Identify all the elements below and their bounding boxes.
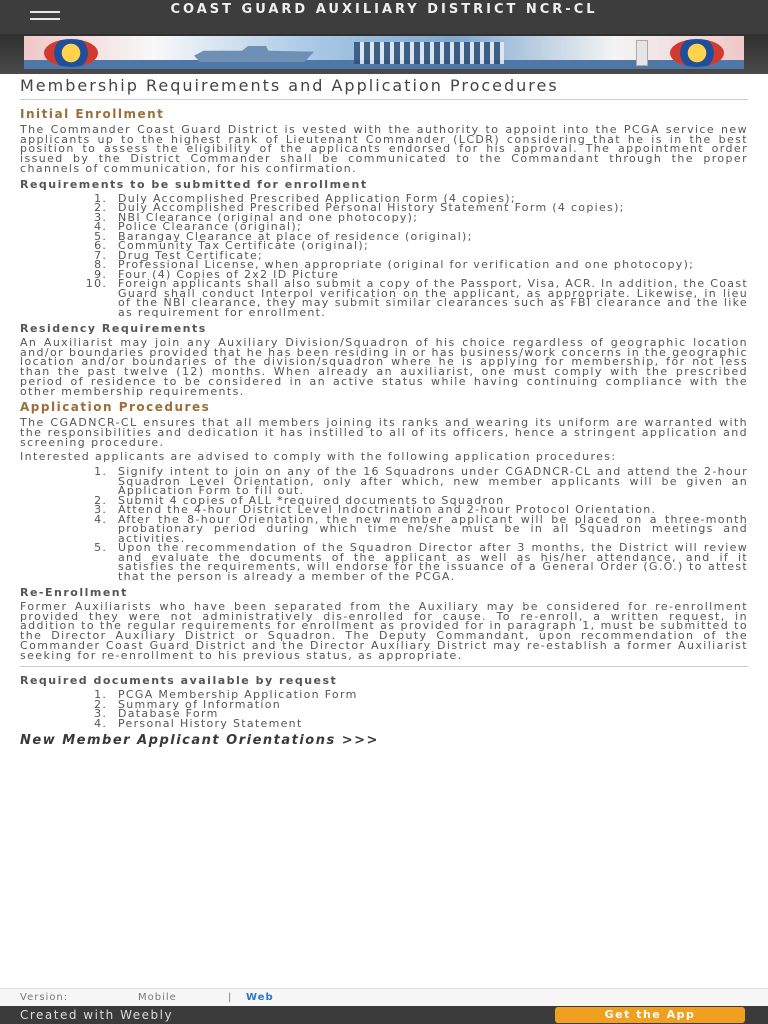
group-photo xyxy=(354,42,504,64)
list-item: 3. Attend the 4-hour District Level Indoctrination and 2-hour Protocol Orientation. xyxy=(112,505,748,515)
application-intro-text: Interested applicants are advised to comply with the following application procedures: xyxy=(20,450,617,464)
list-item: 10. Foreign applicants shall also submit a copy of the Passport, Visa, ACR. In addition, the Coast Guard shall conduct Interpol verification on the applicant, as appropriate. Likewise, in lieu of the NBI clearance, they may submit similar clearances such as FBI clearance and the like as requirement for enrollment. xyxy=(112,279,748,317)
section-heading-residency: Residency Requirements xyxy=(20,322,207,336)
section-heading-re-enrollment: Re-Enrollment xyxy=(20,586,128,600)
main-content xyxy=(20,78,748,748)
list-item: 2. Submit 4 copies of ALL *required documents to Squadron xyxy=(112,496,748,506)
list-item: 4. Police Clearance (original); xyxy=(112,222,748,232)
list-item: 8. Professional License, when appropriate (original for verification and one photocopy); xyxy=(112,260,748,270)
mobile-version-link[interactable]: Mobile xyxy=(138,992,177,1003)
get-the-app-button[interactable]: Get the App xyxy=(555,1007,745,1023)
document-link[interactable]: 1. PCGA Membership Application Form xyxy=(112,690,748,700)
documents-list xyxy=(20,690,748,728)
residency-text: An Auxiliarist may join any Auxiliary Division/Squadron of his choice regardless of geographic location and/or boundaries provided that he has been residing in or has business/work concerns in the geographic location and/or boundaries of the division/squadron where he is applying for membership, for not less than the past twelve (12) months. When already an auxiliarist, one must comply with the prescribed period of residence to be considered in an active status while having continuing compliance with the other membership requirements. xyxy=(20,336,748,398)
ship-graphic xyxy=(194,46,314,62)
list-item: 3. NBI Clearance (original and one photocopy); xyxy=(112,213,748,223)
version-separator: | xyxy=(228,992,233,1003)
document-link[interactable]: 4. Personal History Statement xyxy=(112,719,748,729)
section-heading-application: Application Procedures xyxy=(20,400,211,415)
pcga-seal-icon xyxy=(44,39,98,67)
document-link[interactable]: 3. Database Form xyxy=(112,709,748,719)
version-bar xyxy=(0,988,768,1006)
document-link[interactable]: 2. Summary of Information xyxy=(112,700,748,710)
divider xyxy=(20,666,748,667)
footer-bar xyxy=(0,1006,768,1024)
list-item: 1. Duly Accomplished Prescribed Application Form (4 copies); xyxy=(112,194,748,204)
requirements-heading: Requirements to be submitted for enrollment xyxy=(20,177,368,191)
section-heading-initial-enrollment: Initial Enrollment xyxy=(20,107,165,121)
list-item: 6. Community Tax Certificate (original); xyxy=(112,241,748,251)
list-item: 5. Upon the recommendation of the Squadron Director after 3 months, the District will review and evaluate the documents of the applicant as well as his/her attendance, and if it satisfies the requirements, will endorse for the issuance of a General Order (G.O.) to attest that the person is already a member of the PCGA. xyxy=(112,543,748,581)
page-title: Membership Requirements and Application Procedures xyxy=(20,76,559,95)
initial-enrollment-text: The Commander Coast Guard District is vested with the authority to appoint into the PCGA service new applicants up to the highest rank of Lieutenant Commander (LCDR) considering that he is in the best position to assess the eligibility of the applicants endorsed for his approval. The appointment order issued by the District Commander shall be communicated to the Commandant through the proper channels of communication, for his confirmation. xyxy=(20,123,748,175)
list-item: 4. After the 8-hour Orientation, the new member applicant will be placed on a three-month probationary period during which time he/she must be in all Squadron meetings and activities. xyxy=(112,515,748,544)
application-text: The CGADNCR-CL ensures that all members joining its ranks and wearing its uniform are warranted with the responsibilities and dedication it has instilled to all of its officers, hence a stringent application and screening procedure. xyxy=(20,416,748,449)
version-label: Version: xyxy=(20,992,69,1003)
list-item: 7. Drug Test Certificate; xyxy=(112,251,748,261)
orientations-link[interactable]: New Member Applicant Orientations >>> xyxy=(20,733,379,749)
header-banner-image xyxy=(24,36,744,69)
created-with-weebly-link[interactable]: Created with Weebly xyxy=(20,1008,174,1022)
application-steps-list xyxy=(20,467,748,581)
pcga-seal-icon xyxy=(670,39,724,67)
requirements-list xyxy=(20,191,748,319)
documents-heading: Required documents available by request xyxy=(20,674,338,688)
divider xyxy=(20,99,748,100)
list-item: 2. Duly Accomplished Prescribed Personal History Statement Form (4 copies); xyxy=(112,203,748,213)
list-item: 1. Signify intent to join on any of the 16 Squadrons under CGADNCR-CL and attend the 2-hour Squadron Level Orientation, only after which, new member applicants will be given an Application Form to fill out. xyxy=(112,467,748,496)
lighthouse-graphic xyxy=(636,40,648,66)
top-bar xyxy=(0,0,768,34)
list-item: 5. Barangay Clearance at place of residence (original); xyxy=(112,232,748,242)
hamburger-menu-icon[interactable] xyxy=(30,11,60,23)
list-item: 9. Four (4) Copies of 2x2 ID Picture xyxy=(112,270,748,280)
banner-area xyxy=(0,34,768,74)
web-version-link[interactable]: Web xyxy=(246,992,274,1003)
site-title[interactable]: COAST GUARD AUXILIARY DISTRICT NCR-CL xyxy=(170,2,598,17)
re-enrollment-text: Former Auxiliarists who have been separated from the Auxiliary may be considered for re-enrollment provided they were not administratively dis-enrolled for cause. To re-enroll, a written request, in addition to the regular requirements for enrollment as provided for in paragraph 1, must be submitted to the Director Auxiliary District or Squadron. The Deputy Commandant, upon recommendation of the Commander Coast Guard District and the Director Auxiliary District may re-establish a former Auxiliarist seeking for re-enrollment to his previous status, as appropriate. xyxy=(20,600,748,662)
